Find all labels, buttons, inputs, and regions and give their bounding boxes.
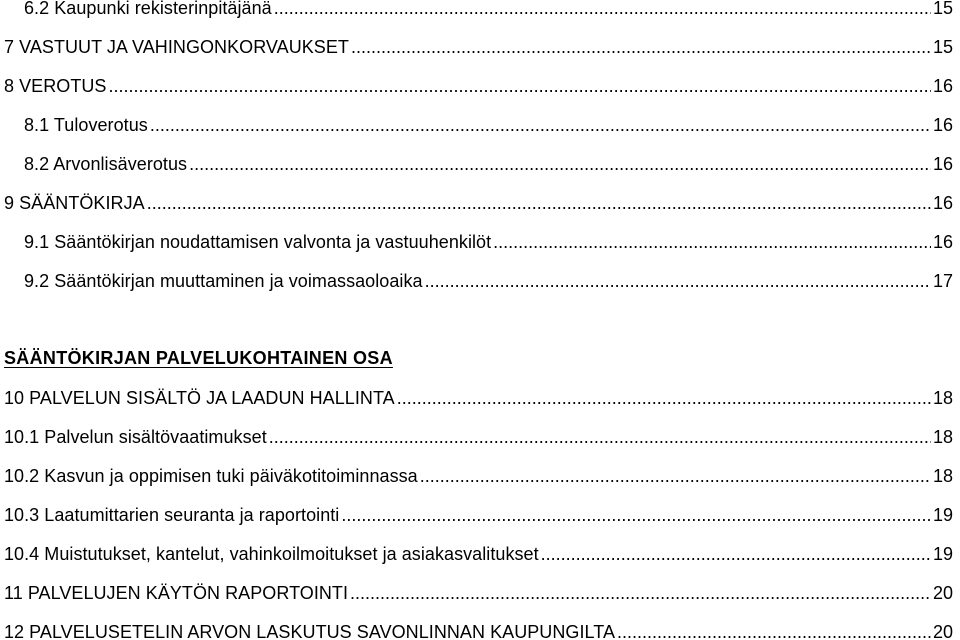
toc-entry-8-2[interactable]	[24, 149, 953, 179]
toc-entry-9[interactable]	[4, 188, 953, 218]
toc-page-number: 18	[932, 427, 953, 447]
toc-label: 11 PALVELUJEN KÄYTÖN RAPORTOINTI	[4, 583, 349, 603]
toc-entry-10[interactable]	[4, 383, 953, 413]
toc-page-number: 20	[932, 583, 953, 603]
toc-entry-9-2[interactable]	[24, 266, 953, 296]
toc-entry-8[interactable]	[4, 71, 953, 101]
toc-label: 10.3 Laatumittarien seuranta ja raportointi	[4, 505, 340, 525]
toc-label: 10.2 Kasvun ja oppimisen tuki päiväkotitoiminnassa	[4, 466, 418, 486]
toc-label: 9.1 Sääntökirjan noudattamisen valvonta ja vastuuhenkilöt	[24, 232, 492, 252]
toc-entry-10-1[interactable]	[4, 422, 953, 452]
toc-page-number: 17	[932, 271, 953, 291]
dot-leader	[351, 32, 931, 62]
toc-page-number: 19	[932, 505, 953, 525]
toc-page-number: 16	[932, 232, 953, 252]
toc-page-number: 16	[932, 193, 953, 213]
toc-label: 8 VEROTUS	[4, 76, 107, 96]
toc-label: 10 PALVELUN SISÄLTÖ JA LAADUN HALLINTA	[4, 388, 395, 408]
toc-entry-10-3[interactable]	[4, 500, 953, 530]
dot-leader	[108, 71, 930, 101]
toc-page-number: 15	[932, 37, 953, 57]
toc-page-number: 16	[932, 115, 953, 135]
section-heading: SÄÄNTÖKIRJAN PALVELUKOHTAINEN OSA	[4, 348, 393, 368]
toc-label: 9 SÄÄNTÖKIRJA	[4, 193, 145, 213]
toc-label: 6.2 Kaupunki rekisterinpitäjänä	[24, 0, 272, 18]
toc-entry-7[interactable]	[4, 32, 953, 62]
dot-leader	[269, 422, 931, 452]
toc-entry-11[interactable]	[4, 578, 953, 608]
dot-leader	[493, 227, 931, 257]
dot-leader	[150, 110, 931, 140]
dot-leader	[425, 266, 931, 296]
dot-leader	[341, 500, 931, 530]
dot-leader	[189, 149, 931, 179]
dot-leader	[147, 188, 931, 218]
toc-page-number: 16	[932, 76, 953, 96]
toc-page-number: 16	[932, 154, 953, 174]
dot-leader	[617, 617, 931, 640]
toc-label: 8.1 Tuloverotus	[24, 115, 148, 135]
dot-leader	[420, 461, 931, 491]
dot-leader	[541, 539, 931, 569]
toc-label: 9.2 Sääntökirjan muuttaminen ja voimassaoloaika	[24, 271, 423, 291]
toc-page-number: 15	[932, 0, 953, 18]
toc-page-number: 19	[932, 544, 953, 564]
toc-label: 7 VASTUUT JA VAHINGONKORVAUKSET	[4, 37, 349, 57]
toc-entry-9-1[interactable]	[24, 227, 953, 257]
toc-label: 10.1 Palvelun sisältövaatimukset	[4, 427, 267, 447]
toc-page-number: 20	[932, 622, 953, 640]
toc-entry-10-2[interactable]	[4, 461, 953, 491]
toc-entry-10-4[interactable]	[4, 539, 953, 569]
dot-leader	[274, 0, 931, 23]
dot-leader	[350, 578, 931, 608]
toc-label: 12 PALVELUSETELIN ARVON LASKUTUS SAVONLINNAN KAUPUNGILTA	[4, 622, 615, 640]
toc-label: 10.4 Muistutukset, kantelut, vahinkoilmoitukset ja asiakasvalitukset	[4, 544, 539, 564]
toc-entry-12[interactable]	[4, 617, 953, 640]
toc-entry-6-2[interactable]	[24, 0, 953, 23]
toc-page-number: 18	[932, 388, 953, 408]
toc-page-number: 18	[932, 466, 953, 486]
toc-label: 8.2 Arvonlisäverotus	[24, 154, 188, 174]
dot-leader	[397, 383, 931, 413]
toc-entry-8-1[interactable]	[24, 110, 953, 140]
